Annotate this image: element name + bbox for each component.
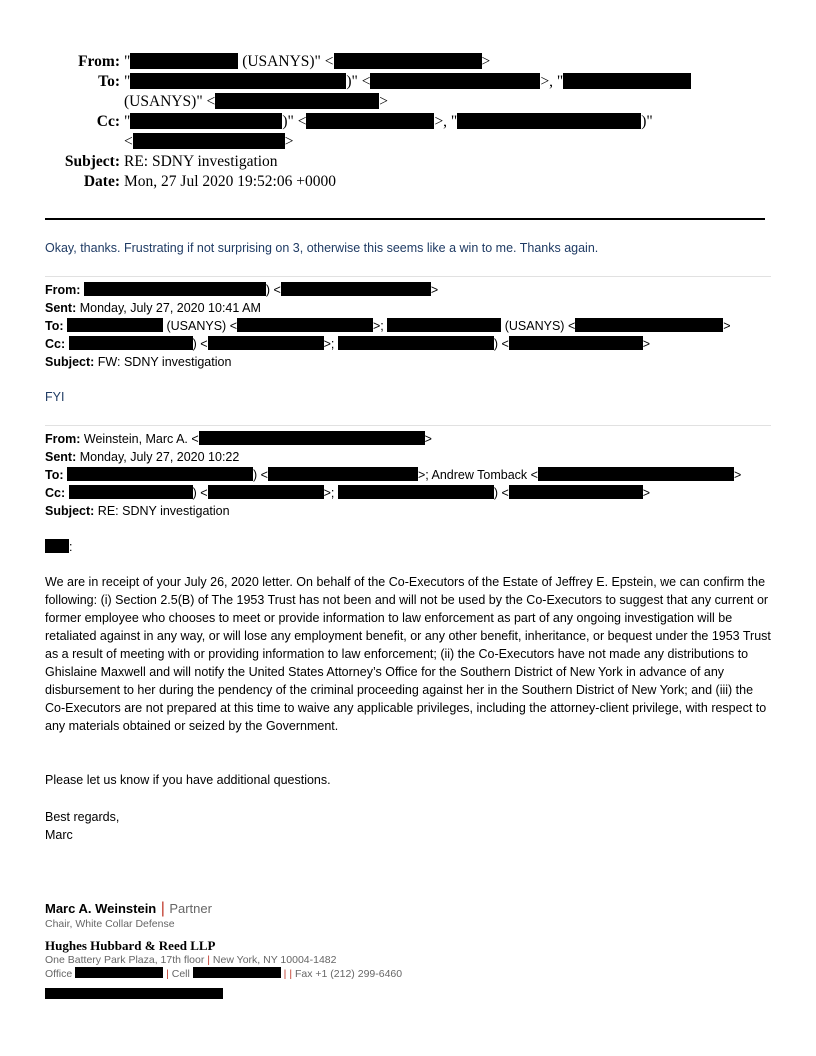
redaction <box>133 133 285 149</box>
redaction <box>509 485 643 499</box>
redaction <box>69 336 193 350</box>
signature-role: Partner <box>169 901 212 916</box>
firm-block <box>45 938 402 1002</box>
redaction <box>130 113 282 129</box>
salutation: : <box>45 538 771 556</box>
fyi-text: FYI <box>45 390 65 404</box>
forward2-sent-label: Sent: <box>45 450 77 464</box>
redaction <box>281 282 431 296</box>
forward1-to-label: To: <box>45 319 64 333</box>
forward2-sent: Monday, July 27, 2020 10:22 <box>79 450 240 464</box>
redaction <box>199 431 425 445</box>
redaction <box>130 73 346 89</box>
header-date-label: Date: <box>83 173 120 190</box>
redaction <box>563 73 691 89</box>
redaction <box>215 93 379 109</box>
forward1-sent: Monday, July 27, 2020 10:41 AM <box>79 301 261 315</box>
redaction <box>45 988 223 999</box>
redaction <box>67 467 253 481</box>
firm-name: Hughes Hubbard & Reed LLP <box>45 938 216 953</box>
forward2-from-name: Weinstein, Marc A. <box>83 432 188 446</box>
forward1-cc-label: Cc: <box>45 337 66 351</box>
redaction <box>306 113 434 129</box>
divider <box>45 276 771 277</box>
header-divider <box>45 218 765 220</box>
redaction <box>457 113 641 129</box>
redaction <box>338 485 494 499</box>
forward1-subject-label: Subject: <box>45 355 95 369</box>
letter-paragraph-1: We are in receipt of your July 26, 2020 letter. On behalf of the Co-Executors of the Estate of Jeffrey E. Epstein, we can confirm the following: (i) Section 2.5(B) of The 1953 Trust has not been and will not be used by the Co-Executors to suggest that any current or former employee who chooses to meet or provide information to law enforcement as part of any ongoing investigation will be retaliated against in any way, or will lose any employment benefit, or any other benefit, inheritance, or bequest under the 1953 Trust as a result of meeting with or providing information to law enforcement; (ii) the Co-Executors have not made any distributions to Ghislaine Maxwell and will notify the United States Attorney’s Office for the Southern District of New York in advance of any disbursement to her during the pendency of the criminal proceeding against her in the Southern District of New York; and (iii) the Co-Executors are not prepared at this time to waive any applicable privileges, including the attorney-client privilege, with respect to any materials obtained or seized by the Government. <box>45 575 771 733</box>
signature-title: Chair, White Collar Defense <box>45 918 175 930</box>
forward2-subject: RE: SDNY investigation <box>97 504 230 518</box>
letter-signoff: Marc <box>45 828 73 842</box>
forward1-sent-label: Sent: <box>45 301 77 315</box>
redaction <box>387 318 501 332</box>
redaction <box>338 336 494 350</box>
header-date: Mon, 27 Jul 2020 19:52:06 +0000 <box>124 173 336 190</box>
forward2-subject-label: Subject: <box>45 504 95 518</box>
redaction <box>575 318 723 332</box>
reply-text: Okay, thanks. Frustrating if not surprising on 3, otherwise this seems like a win to me. Thanks again. <box>45 241 599 255</box>
redaction <box>268 467 418 481</box>
letter-closing: Best regards, Marc <box>45 808 771 844</box>
firm-contacts: Office | Cell | | Fax +1 (212) 299-6460 <box>45 968 403 980</box>
redaction <box>75 967 163 978</box>
redaction <box>334 53 482 69</box>
redaction <box>509 336 643 350</box>
redaction <box>130 53 238 69</box>
forward2-to-label: To: <box>45 468 64 482</box>
signature-name: Marc A. Weinstein <box>45 901 157 916</box>
redaction <box>370 73 540 89</box>
header-to-label: To: <box>98 73 120 90</box>
forward1-subject: FW: SDNY investigation <box>97 355 232 369</box>
redaction <box>538 467 734 481</box>
header-from-suffix: (USANYS)" <box>242 53 321 70</box>
redaction <box>84 282 266 296</box>
forward1-block: From: ) < > Sent: Monday, July 27, 2020 10:41 AM To: (USANYS) < >; (USANYS) < > Cc: ) < >; ) < > Subject: FW: SDNY investigation <box>45 283 731 369</box>
forward2-to-named: Andrew Tomback <box>431 468 528 482</box>
forward2-from-label: From: <box>45 432 81 446</box>
forward2-cc-label: Cc: <box>45 486 66 500</box>
letter-paragraph-2: Please let us know if you have additional questions. <box>45 773 331 787</box>
forward1-from-label: From: <box>45 283 81 297</box>
redaction <box>237 318 373 332</box>
redaction <box>208 485 324 499</box>
redaction <box>69 485 193 499</box>
forward2-block: From: Weinstein, Marc A. < > Sent: Monday, July 27, 2020 10:22 To: ) < >; Andrew Tomback < > Cc: ) < >; ) < > Subject: RE: SDNY investigation <box>45 432 742 518</box>
redaction <box>193 967 281 978</box>
header-to-second-line: (USANYS)" <box>124 93 203 110</box>
redaction <box>67 318 163 332</box>
header-from-label: From: <box>78 53 120 70</box>
header-subject-label: Subject: <box>64 153 120 170</box>
firm-address: One Battery Park Plaza, 17th floor | New York, NY 10004-1482 <box>45 954 337 966</box>
redaction <box>208 336 324 350</box>
header-subject: RE: SDNY investigation <box>124 153 278 170</box>
signature-block: Marc A. Weinstein | Partner Chair, White Collar Defense <box>45 900 212 930</box>
divider <box>45 425 771 426</box>
header-cc-label: Cc: <box>96 113 120 130</box>
redaction <box>45 539 69 553</box>
